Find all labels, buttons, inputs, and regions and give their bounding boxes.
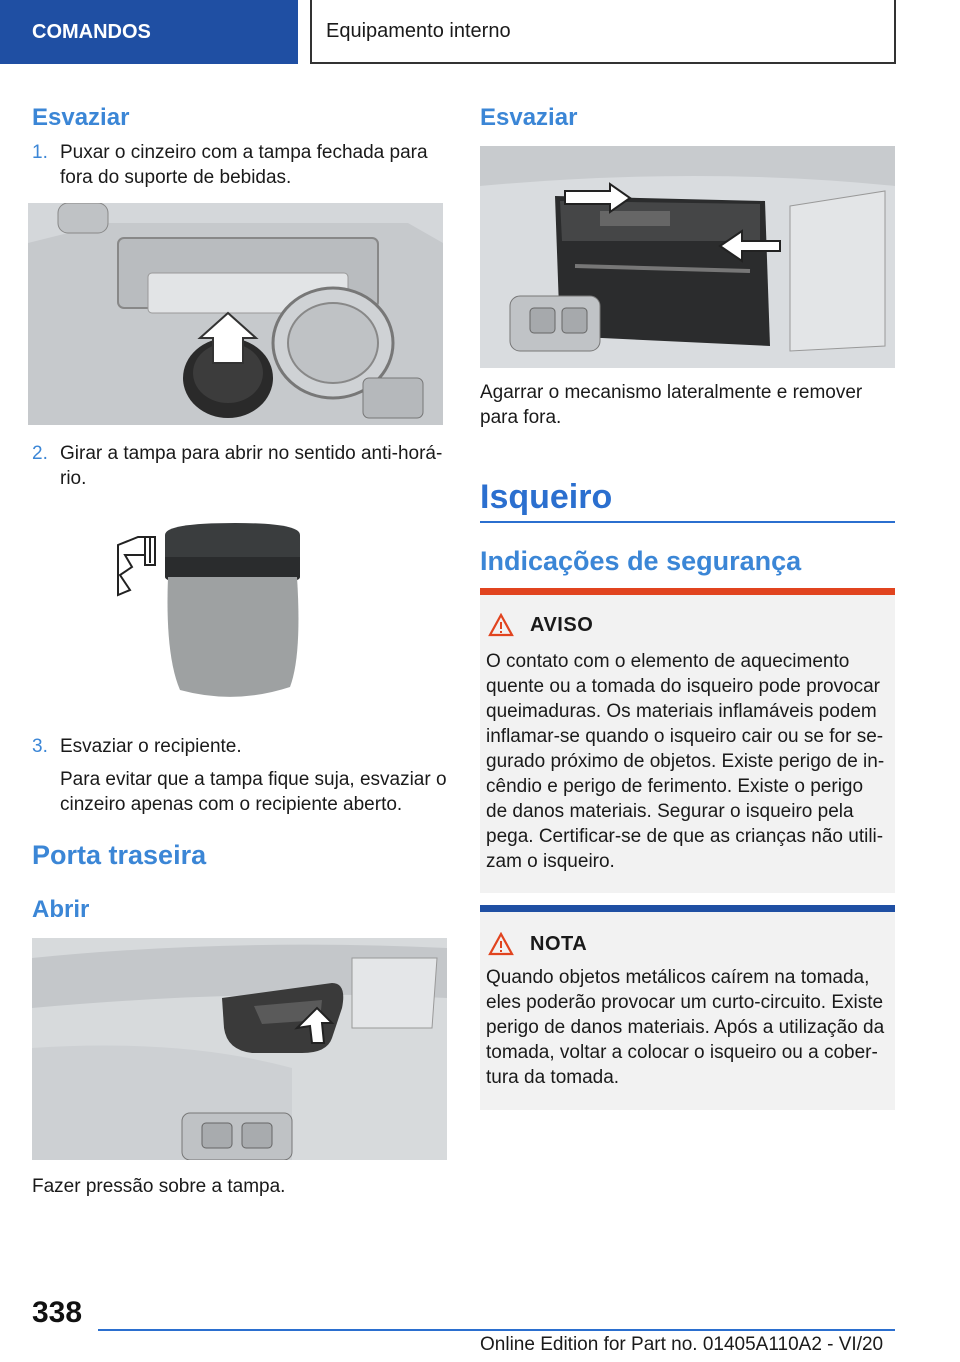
page-number: 338 — [32, 1296, 83, 1329]
aviso-line: de danos materiais. Segurar o isqueiro pela — [486, 801, 854, 822]
console-ashtray-photo — [28, 203, 443, 425]
ashtray-illustration — [110, 515, 310, 705]
warning-triangle-icon — [488, 932, 514, 956]
aviso-line: pega. Certificar-se de que as crianças não utili- — [486, 826, 884, 847]
aviso-line: zam o isqueiro. — [486, 851, 615, 872]
caption-line: Agarrar o mecanismo lateralmente e remover — [480, 382, 863, 403]
step-text: Puxar o cinzeiro com a tampa fechada para — [60, 142, 428, 163]
heading-abrir: Abrir — [32, 896, 90, 923]
step-3 — [32, 734, 452, 817]
heading-isqueiro: Isqueiro — [480, 478, 613, 516]
heading-esvaziar-right: Esvaziar — [480, 104, 578, 131]
step-text: fora do suporte de bebidas. — [60, 167, 292, 188]
warning-triangle-icon — [488, 613, 514, 637]
nota-text — [486, 965, 891, 1090]
footer-rule — [98, 1329, 895, 1331]
aviso-line: inflamar-se quando o isqueiro cair ou se for se- — [486, 726, 884, 747]
aviso-line: quente ou a tomada do isqueiro pode provocar — [486, 676, 880, 697]
heading-rule — [480, 521, 895, 523]
aviso-line: gurado próximo de objetos. Existe perigo de in- — [486, 751, 885, 772]
aviso-text — [486, 649, 891, 874]
step-number: 2. — [32, 443, 48, 464]
aviso-label: AVISO — [530, 613, 594, 636]
step-note: Para evitar que a tampa fique suja, esvaziar o — [60, 769, 447, 790]
nota-box — [480, 912, 895, 1110]
step-1 — [32, 140, 452, 190]
rear-ashtray-removal-photo — [480, 146, 895, 368]
aviso-line: queimaduras. Os materiais inflamáveis podem — [486, 701, 877, 722]
step-note: cinzeiro apenas com o recipiente aberto. — [60, 794, 403, 815]
nota-line: perigo de danos materiais. Após a utilização da — [486, 1017, 885, 1038]
aviso-box — [480, 595, 895, 893]
aviso-line: cêndio e perigo de ferimento. Existe o perigo — [486, 776, 864, 797]
heading-seguranca: Indicações de segurança — [480, 546, 802, 576]
step-text: rio. — [60, 468, 87, 489]
nota-line: eles poderão provocar um curto-circuito. Existe — [486, 992, 884, 1013]
caption-esvaziar-right — [480, 380, 900, 430]
heading-porta-traseira: Porta traseira — [32, 840, 207, 870]
rear-door-ashtray-photo — [32, 938, 447, 1160]
section-tab: COMANDOS — [0, 0, 298, 64]
aviso-line: O contato com o elemento de aquecimento — [486, 651, 850, 672]
caption-line: para fora. — [480, 407, 562, 428]
step-number: 3. — [32, 736, 48, 757]
caption-abrir: Fazer pressão sobre a tampa. — [32, 1176, 286, 1197]
nota-top-bar — [480, 905, 895, 912]
heading-esvaziar-left: Esvaziar — [32, 104, 130, 131]
step-text: Esvaziar o recipiente. — [60, 736, 242, 757]
nota-line: tomada, voltar a colocar o isqueiro ou a cober- — [486, 1042, 878, 1063]
aviso-top-bar — [480, 588, 895, 595]
step-2 — [32, 441, 452, 491]
nota-line: tura da tomada. — [486, 1067, 620, 1088]
page-header-title: Equipamento interno — [310, 0, 896, 64]
footer-edition: Online Edition for Part no. 01405A110A2 - VI/20 — [480, 1334, 884, 1355]
step-number: 1. — [32, 142, 48, 163]
step-text: Girar a tampa para abrir no sentido anti-horá- — [60, 443, 443, 464]
nota-line: Quando objetos metálicos caírem na tomada, — [486, 967, 870, 988]
nota-label: NOTA — [530, 932, 588, 955]
